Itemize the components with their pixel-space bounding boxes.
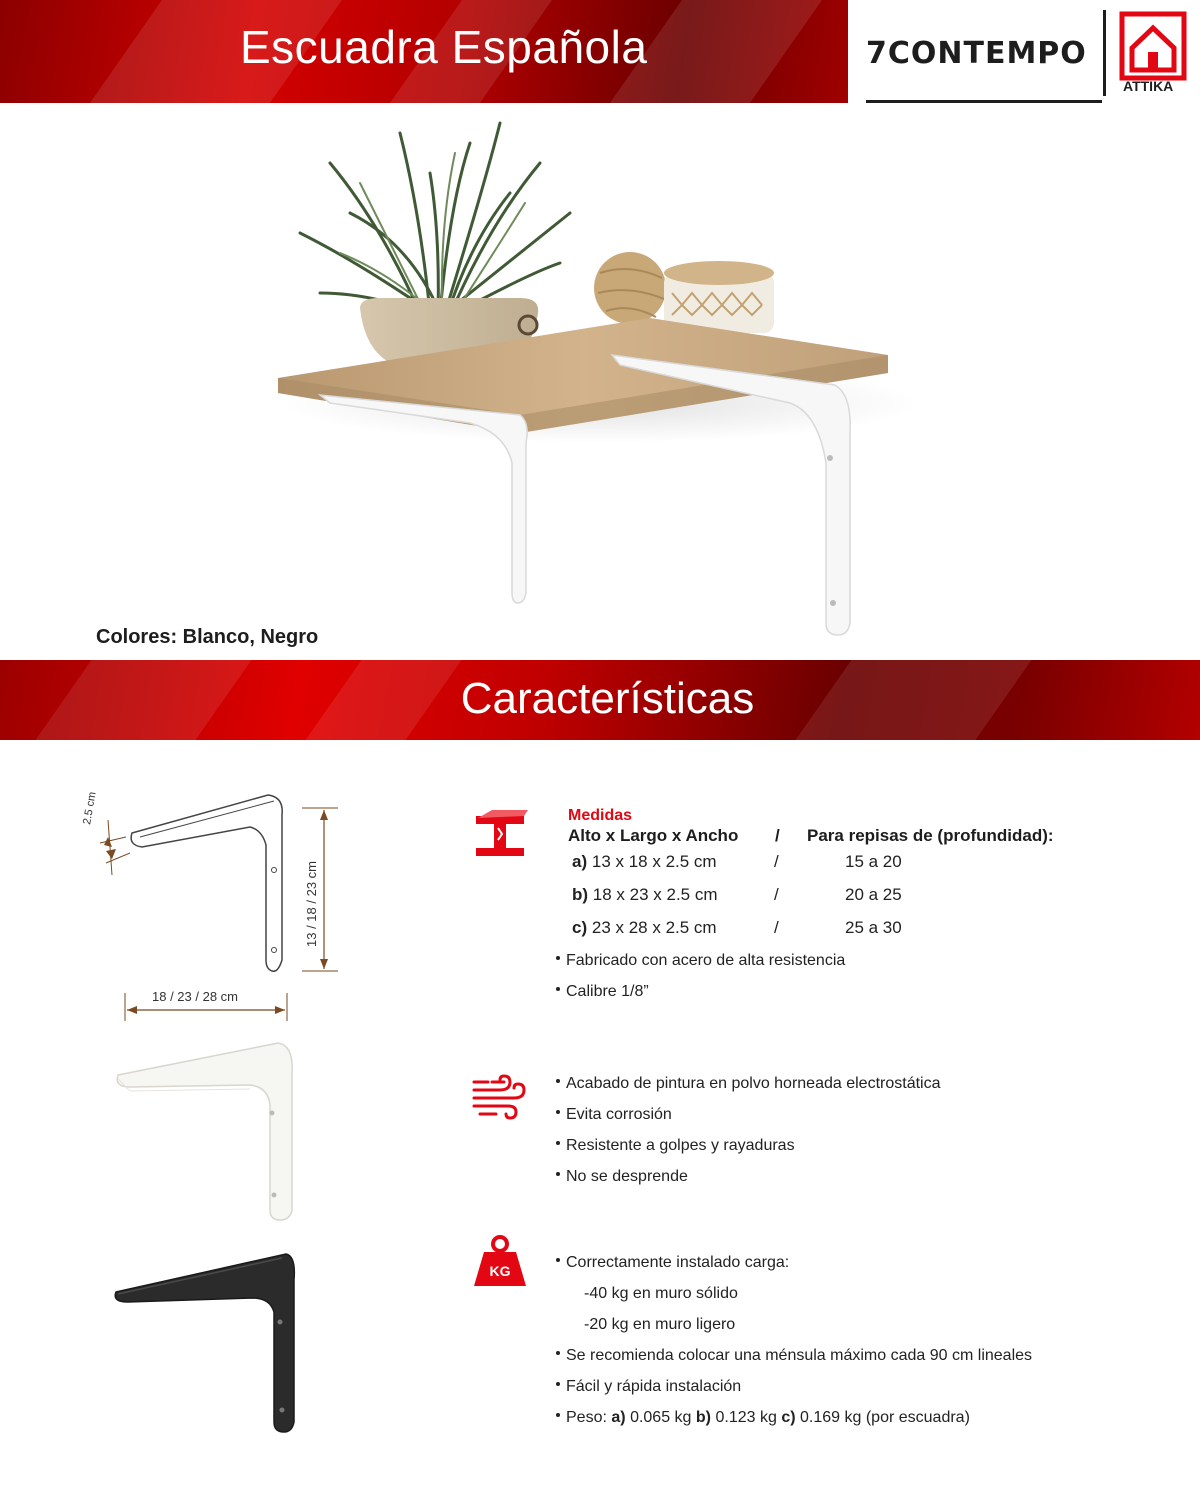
weight-kg-label: KG — [489, 1263, 511, 1279]
medidas-row-c: c) 23 x 28 x 2.5 cm — [572, 918, 717, 937]
brand-divider — [1103, 10, 1106, 96]
list-item-peso: Peso: a) 0.065 kg b) 0.123 kg c) 0.169 kg (por escuadra) — [556, 1409, 970, 1427]
page-title: Escuadra Española — [240, 21, 648, 73]
bracket-black-image — [100, 1240, 310, 1440]
section-title: Características — [460, 674, 755, 723]
list-item: Acabado de pintura en polvo horneada electrostática — [556, 1075, 940, 1093]
attika-logo-text: ATTIKA — [1123, 78, 1174, 94]
top-banner — [0, 0, 848, 103]
list-item-sub: -40 kg en muro sólido — [584, 1285, 738, 1302]
medidas-row-a: a) 13 x 18 x 2.5 cm — [572, 852, 717, 871]
list-item: Se recomienda colocar una ménsula máximo cada 90 cm lineales — [556, 1347, 1032, 1365]
list-item: Fabricado con acero de alta resistencia — [556, 952, 845, 970]
list-item: Calibre 1/8” — [556, 983, 649, 1001]
steel-beam-icon — [470, 806, 530, 866]
medidas-row-a-sep: / — [774, 852, 779, 871]
medidas-row-c-depth: 25 a 30 — [845, 918, 902, 937]
dimension-diagram — [60, 775, 360, 1035]
medidas-row-b-depth: 20 a 25 — [845, 885, 902, 904]
list-item: Evita corrosión — [556, 1106, 672, 1124]
contempo-logo: 7CONTEMPO — [866, 36, 1087, 71]
brand-area — [848, 0, 1200, 103]
bracket-white-image — [100, 1035, 310, 1230]
medidas-header-depth: Para repisas de (profundidad): — [807, 826, 1054, 845]
diagram-length-label: 18 / 23 / 28 cm — [152, 989, 238, 1004]
medidas-header-sep: / — [775, 826, 780, 845]
list-item: No se desprende — [556, 1168, 688, 1186]
hero-product-image — [0, 103, 1200, 643]
colors-text: Colores: Blanco, Negro — [96, 626, 319, 648]
list-item-sub: -20 kg en muro ligero — [584, 1316, 736, 1333]
plant-leaves — [300, 123, 570, 315]
medidas-title: Medidas — [568, 807, 633, 824]
medidas-row-b: b) 18 x 23 x 2.5 cm — [572, 885, 718, 904]
medidas-row-a-depth: 15 a 20 — [845, 852, 902, 871]
wind-coating-icon — [470, 1068, 530, 1128]
medidas-row-c-sep: / — [774, 918, 779, 937]
diagram-height-label: 13 / 18 / 23 cm — [304, 861, 319, 947]
medidas-row-b-sep: / — [774, 885, 779, 904]
list-item: Resistente a golpes y rayaduras — [556, 1137, 795, 1155]
medidas-header-dims: Alto x Largo x Ancho — [568, 826, 739, 845]
list-item: Correctamente instalado carga: — [556, 1254, 789, 1272]
section-banner — [0, 660, 1200, 740]
diagram-thickness-label: 2.5 cm — [81, 790, 99, 826]
weight-kg-icon — [470, 1232, 530, 1292]
list-item: Fácil y rápida instalación — [556, 1378, 741, 1396]
